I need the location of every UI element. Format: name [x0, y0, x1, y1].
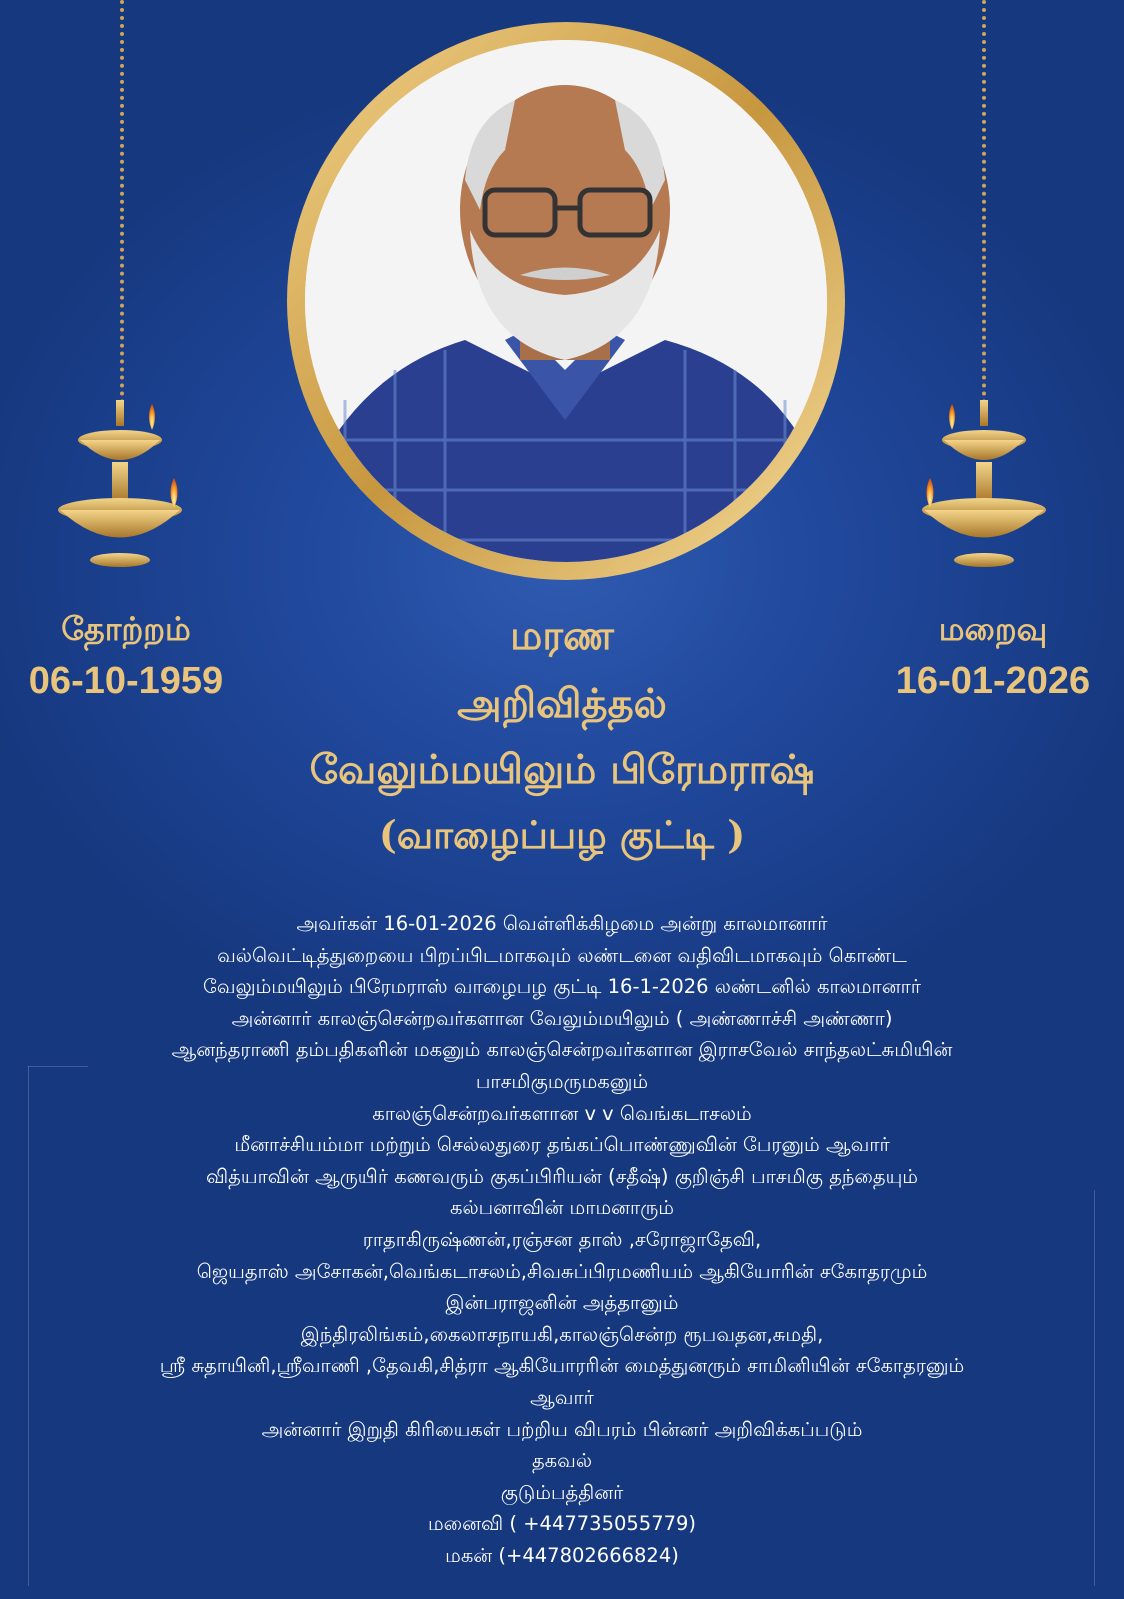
body-line: குடும்பத்தினர் — [500, 1480, 624, 1504]
body-line: ஜெயதாஸ் அசோகன்,வெங்கடாசலம்,சிவசுப்பிரமணியம் ஆகியோரின் சகோதரமும் — [196, 1259, 928, 1283]
deceased-nickname: (வாழைப்பழ குட்டி ) — [378, 812, 746, 857]
right-lamp-chain — [982, 0, 986, 420]
left-lamp-chain — [120, 0, 124, 420]
frame-line-right — [1094, 1190, 1095, 1586]
body-line: ஸ்ரீ சுதாயினி,ஸ்ரீவாணி ,தேவகி,சித்ரா ஆகியோரரின் மைத்துனரும் சாமினியின் சகோதரனும் — [159, 1354, 965, 1378]
left-oil-lamp-icon — [52, 400, 192, 580]
portrait-photo — [305, 40, 827, 562]
birth-label: தோற்றம் — [61, 610, 191, 648]
body-line: ராதாகிருஷ்ணன்,ரஞ்சன தாஸ் ,சரோஜாதேவி, — [362, 1227, 762, 1251]
deceased-name: வேலும்மயிலும் பிரேமராஷ் — [309, 746, 815, 793]
death-label: மறைவு — [938, 610, 1048, 648]
title-line-2: அறிவித்தல் — [457, 680, 667, 727]
body-line: அன்னார் காலஞ்சென்றவர்களான வேலும்மயிலும் ( அண்ணாச்சி அண்ணா) — [231, 1006, 893, 1030]
body-line: ஆனந்தராணி தம்பதிகளின் மகனும் காலஞ்சென்றவர்களான இராசவேல் சாந்தலட்சுமியின் — [171, 1038, 953, 1062]
body-line: இந்திரலிங்கம்,கைலாசநாயகி,காலஞ்சென்ற ரூபவதன,சுமதி, — [300, 1322, 824, 1346]
body-line: காலஞ்சென்றவர்களான v v வெங்கடாசலம் — [372, 1101, 752, 1125]
body-line: அன்னார் இறுதி கிரியைகள் பற்றிய விபரம் பின்னர் அறிவிக்கப்படும் — [261, 1417, 863, 1441]
body-line: இன்பராஜனின் அத்தானும் — [445, 1291, 679, 1315]
person-portrait-icon — [305, 40, 827, 562]
body-line: மீனாச்சியம்மா மற்றும் செல்லதுரை தங்கப்பொண்ணுவின் பேரனும் ஆவார் — [234, 1133, 890, 1157]
body-line: ஆவார் — [530, 1385, 594, 1409]
title-line-1: மரண — [510, 612, 614, 659]
son-contact: மகன் (+447802666824) — [445, 1543, 679, 1567]
body-line: வேலும்மயிலும் பிரேமராஸ் வாழைபழ குட்டி 16-1-2026 லண்டனில் காலமானார் — [203, 975, 921, 999]
right-oil-lamp-icon — [912, 400, 1052, 580]
body-line: கல்பனாவின் மாமனாரும் — [450, 1196, 674, 1220]
birth-date: 06-10-1959 — [28, 660, 224, 702]
wife-contact: மனைவி ( +447735055779) — [427, 1512, 697, 1536]
announcement-body — [40, 908, 1084, 1571]
death-date: 16-01-2026 — [895, 660, 1091, 702]
body-line: வித்யாவின் ஆருயிர் கணவரும் குகப்பிரியன் (சதீஷ்) குறிஞ்சி பாசமிகு தந்தையும் — [205, 1164, 918, 1188]
body-line: வல்வெட்டித்துறையை பிறப்பிடமாகவும் லண்டனை வதிவிடமாகவும் கொண்ட — [217, 943, 907, 967]
body-line: பாசமிகுமருமகனும் — [475, 1069, 649, 1093]
body-line: தகவல் — [531, 1449, 593, 1473]
body-line: அவர்கள் 16-01-2026 வெள்ளிக்கிழமை அன்று காலமானார் — [296, 912, 828, 935]
frame-line-left — [28, 1066, 29, 1586]
